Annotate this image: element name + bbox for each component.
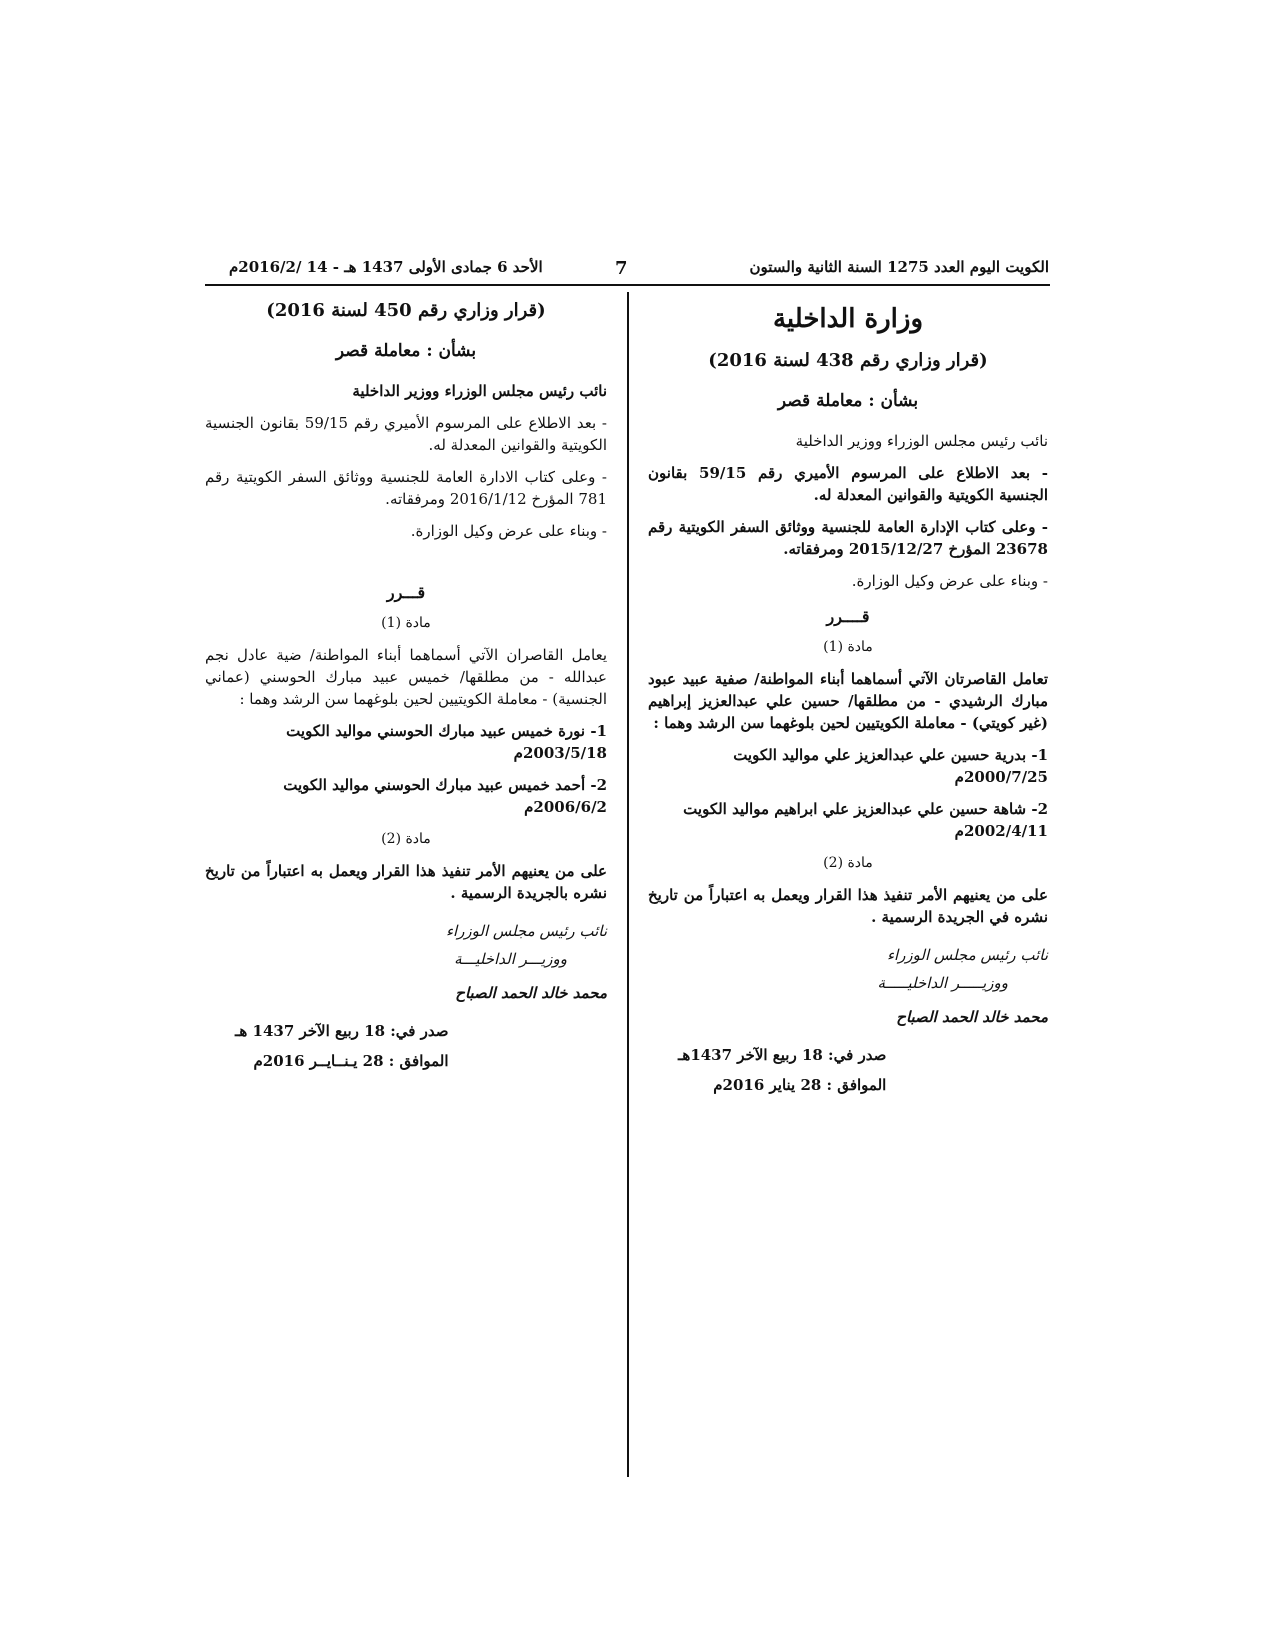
signature-title-2: ووزيـــر الداخليـــة bbox=[454, 950, 567, 968]
signature-title-2: ووزيـــــر الداخليـــــة bbox=[877, 974, 1008, 992]
decree-title: (قرار وزاري رقم 438 لسنة 2016) bbox=[708, 350, 988, 371]
recital-2: - وعلى كتاب الادارة العامة للجنسية ووثائق السفر الكويتية رقم 781 المؤرخ 2016/1/12 ومرفقاته. bbox=[205, 468, 607, 508]
decree-450-column bbox=[205, 300, 607, 1080]
ministry-title: وزارة الداخلية bbox=[772, 304, 924, 334]
decree-438-column bbox=[648, 300, 1048, 1104]
header-date: الأحد 6 جمادى الأولى 1437 هـ - 14 /2016/2م bbox=[229, 258, 543, 276]
page-number: 7 bbox=[615, 258, 628, 279]
recital-1: - بعد الاطلاع على المرسوم الأميري رقم 59/15 بقانون الجنسية الكويتية والقوانين المعدلة له. bbox=[205, 414, 607, 454]
article-1-text: تعامل القاصرتان الآتي أسماهما أبناء المواطنة/ صفية عبيد عبود مبارك الرشيدي - من مطلقها/ حسين علي عبدالعزيز إبراهيم (غير كويتي) - معاملة الكويتيين لحين بلوغهما سن الرشد وهما : bbox=[648, 670, 1048, 732]
decree-subject: بشأن : معاملة قصر bbox=[335, 341, 477, 361]
issuer-line: نائب رئيس مجلس الوزراء ووزير الداخلية bbox=[352, 382, 607, 400]
resolved-heading: قـــرر bbox=[386, 583, 426, 602]
decree-subject: بشأن : معاملة قصر bbox=[777, 391, 919, 411]
signature-title: نائب رئيس مجلس الوزراء bbox=[445, 922, 607, 940]
signature-name: محمد خالد الحمد الصباح bbox=[455, 984, 607, 1002]
article-2-text: على من يعنيهم الأمر تنفيذ هذا القرار ويعمل به اعتباراً من تاريخ نشره بالجريدة الرسمية . bbox=[205, 862, 607, 902]
corresponding-date: الموافق : 28 يـنــايــر 2016م bbox=[253, 1052, 449, 1070]
recital-2: - وعلى كتاب الإدارة العامة للجنسية ووثائق السفر الكويتية رقم 23678 المؤرخ 2015/12/27 ومرفقاته. bbox=[648, 518, 1048, 558]
column-divider bbox=[627, 292, 629, 1477]
issued-date: صدر في: 18 ربيع الآخر 1437 هـ bbox=[235, 1022, 449, 1040]
header-rule bbox=[205, 284, 1050, 286]
issue-dates bbox=[205, 1020, 607, 1080]
article-1-title: مادة (1) bbox=[381, 615, 431, 631]
header-gazette-info: الكويت اليوم العدد 1275 السنة الثانية والستون bbox=[749, 258, 1049, 276]
article-1-text: يعامل القاصران الآتي أسماهما أبناء المواطنة/ ضية عادل نجم عبدالله - من مطلقها/ خميس عبيد مبارك الحوسني (عماني الجنسية) - معاملة الكويتيين لحين بلوغهما سن الرشد وهما : bbox=[205, 646, 607, 708]
issued-date: صدر في: 18 ربيع الآخر 1437هـ bbox=[678, 1046, 887, 1064]
minor-item-1: 1- نورة خميس عبيد مبارك الحوسني مواليد الكويت 2003/5/18م bbox=[286, 722, 607, 762]
issue-dates bbox=[648, 1044, 1048, 1104]
minor-item-1: 1- بدرية حسين علي عبدالعزيز علي مواليد الكويت 2000/7/25م bbox=[733, 746, 1048, 786]
corresponding-date: الموافق : 28 يناير 2016م bbox=[713, 1076, 887, 1094]
article-1-title: مادة (1) bbox=[823, 639, 873, 655]
recital-3: - وبناء على عرض وكيل الوزارة. bbox=[410, 522, 607, 540]
signature-title: نائب رئيس مجلس الوزراء bbox=[886, 946, 1048, 964]
article-2-title: مادة (2) bbox=[381, 831, 431, 847]
issuer-line: نائب رئيس مجلس الوزراء ووزير الداخلية bbox=[795, 432, 1048, 450]
article-2-title: مادة (2) bbox=[823, 855, 873, 871]
article-2-text: على من يعنيهم الأمر تنفيذ هذا القرار ويعمل به اعتباراً من تاريخ نشره في الجريدة الرسمية . bbox=[648, 886, 1048, 926]
minor-item-2: 2- شاهة حسين علي عبدالعزيز علي ابراهيم مواليد الكويت 2002/4/11م bbox=[683, 800, 1048, 840]
resolved-heading: قــــرر bbox=[826, 607, 870, 626]
signature-name: محمد خالد الحمد الصباح bbox=[896, 1008, 1048, 1026]
recital-1: - بعد الاطلاع على المرسوم الأميري رقم 59/15 بقانون الجنسية الكويتية والقوانين المعدلة له. bbox=[648, 464, 1048, 504]
decree-title: (قرار وزاري رقم 450 لسنة 2016) bbox=[266, 300, 546, 321]
minor-item-2: 2- أحمد خميس عبيد مبارك الحوسني مواليد الكويت 2006/6/2م bbox=[283, 776, 607, 816]
recital-3: - وبناء على عرض وكيل الوزارة. bbox=[851, 572, 1048, 590]
